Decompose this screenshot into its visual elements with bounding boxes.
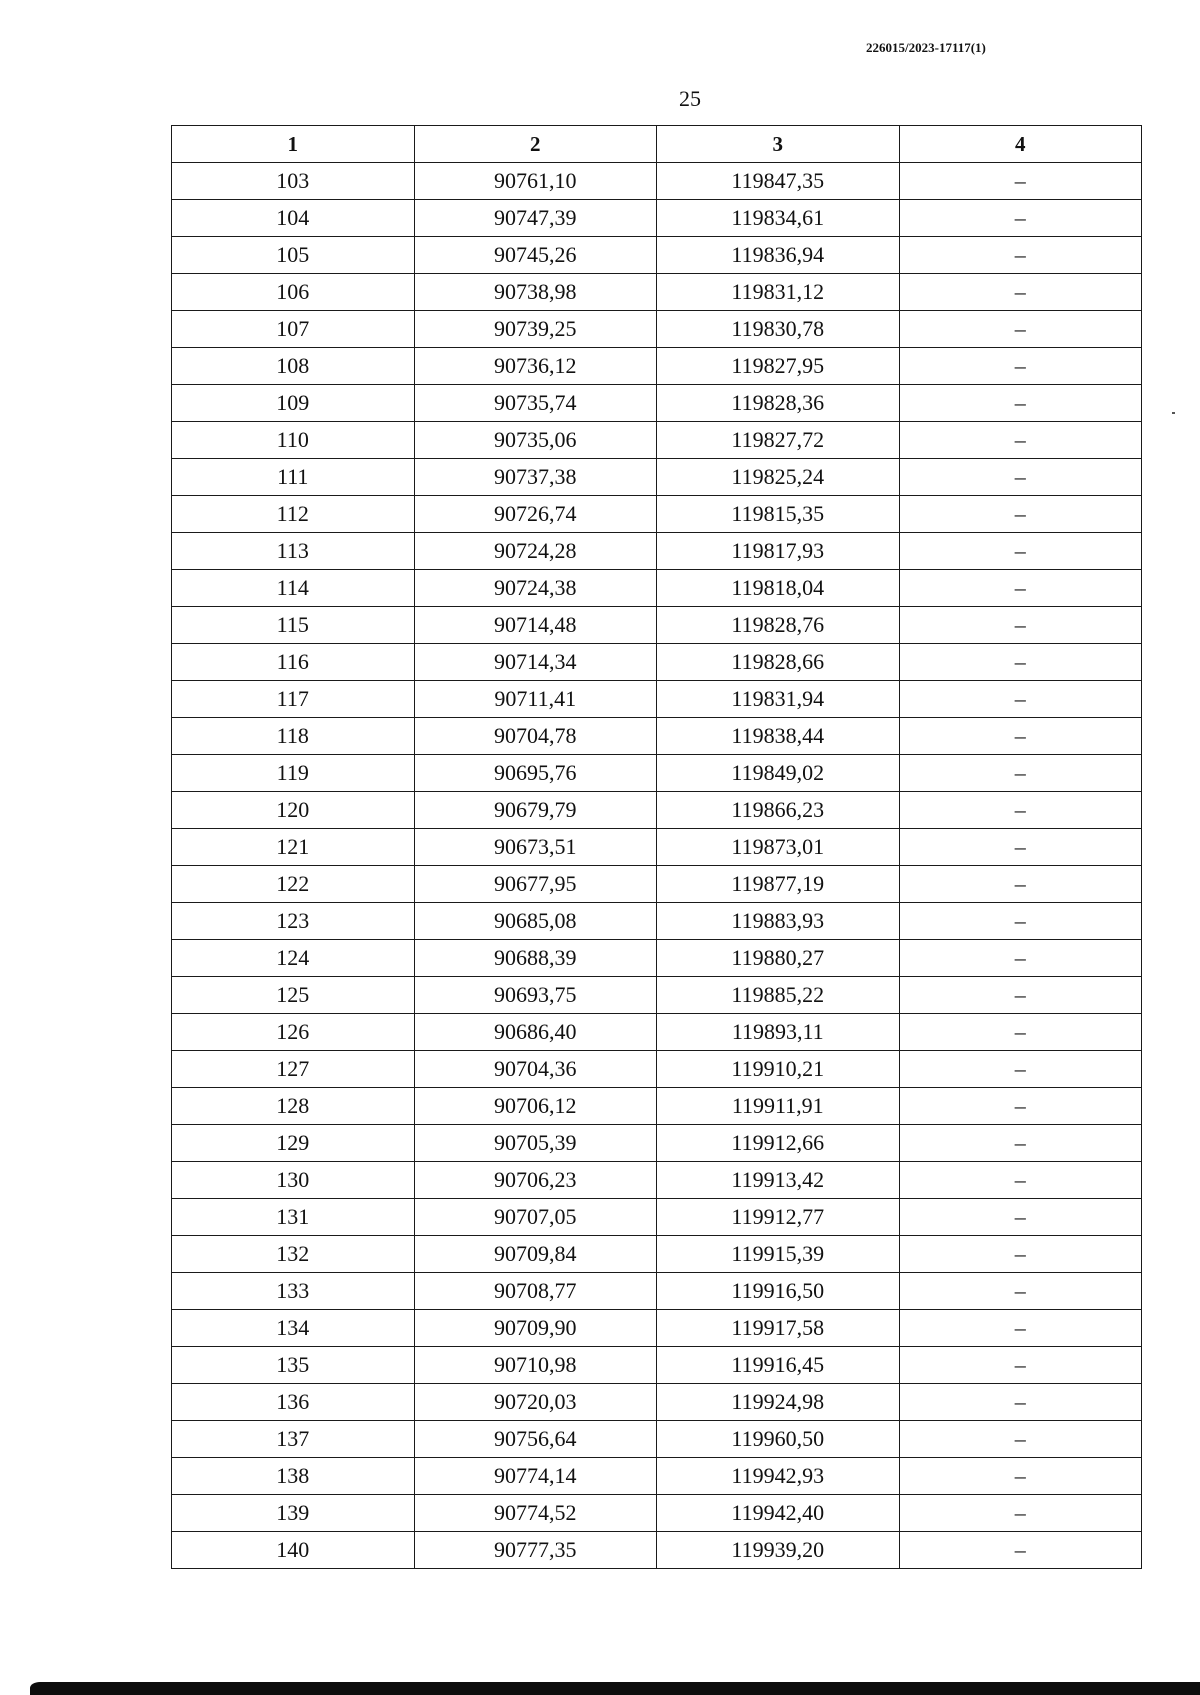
table-row [172, 311, 1142, 348]
column-header-2: 2 [414, 126, 657, 163]
point-number-cell: 107 [172, 311, 415, 348]
note-cell: – [899, 792, 1142, 829]
x-coordinate-cell: 90747,39 [414, 200, 657, 237]
y-coordinate-cell: 119827,95 [657, 348, 900, 385]
y-coordinate-cell: 119915,39 [657, 1236, 900, 1273]
y-coordinate-cell: 119883,93 [657, 903, 900, 940]
x-coordinate-cell: 90756,64 [414, 1421, 657, 1458]
point-number-cell: 129 [172, 1125, 415, 1162]
note-cell: – [899, 237, 1142, 274]
column-header-4: 4 [899, 126, 1142, 163]
x-coordinate-cell: 90679,79 [414, 792, 657, 829]
note-cell: – [899, 1199, 1142, 1236]
note-cell: – [899, 422, 1142, 459]
x-coordinate-cell: 90774,52 [414, 1495, 657, 1532]
y-coordinate-cell: 119916,50 [657, 1273, 900, 1310]
x-coordinate-cell: 90704,78 [414, 718, 657, 755]
note-cell: – [899, 866, 1142, 903]
point-number-cell: 106 [172, 274, 415, 311]
table-row [172, 1162, 1142, 1199]
note-cell: – [899, 1347, 1142, 1384]
note-cell: – [899, 274, 1142, 311]
table-row [172, 718, 1142, 755]
y-coordinate-cell: 119828,76 [657, 607, 900, 644]
note-cell: – [899, 829, 1142, 866]
x-coordinate-cell: 90724,38 [414, 570, 657, 607]
x-coordinate-cell: 90704,36 [414, 1051, 657, 1088]
table-row [172, 1458, 1142, 1495]
table-row [172, 792, 1142, 829]
note-cell: – [899, 1532, 1142, 1569]
table-row [172, 1273, 1142, 1310]
x-coordinate-cell: 90724,28 [414, 533, 657, 570]
point-number-cell: 119 [172, 755, 415, 792]
note-cell: – [899, 1088, 1142, 1125]
point-number-cell: 132 [172, 1236, 415, 1273]
scan-speck [1172, 412, 1175, 414]
table-row [172, 237, 1142, 274]
x-coordinate-cell: 90736,12 [414, 348, 657, 385]
point-number-cell: 111 [172, 459, 415, 496]
note-cell: – [899, 348, 1142, 385]
column-header-1: 1 [172, 126, 415, 163]
point-number-cell: 115 [172, 607, 415, 644]
table-row [172, 274, 1142, 311]
y-coordinate-cell: 119880,27 [657, 940, 900, 977]
table-row [172, 940, 1142, 977]
table-row [172, 1310, 1142, 1347]
table-row [172, 1088, 1142, 1125]
y-coordinate-cell: 119815,35 [657, 496, 900, 533]
table-row [172, 200, 1142, 237]
table-row [172, 1051, 1142, 1088]
y-coordinate-cell: 119960,50 [657, 1421, 900, 1458]
table-row [172, 1199, 1142, 1236]
note-cell: – [899, 1384, 1142, 1421]
point-number-cell: 114 [172, 570, 415, 607]
point-number-cell: 134 [172, 1310, 415, 1347]
point-number-cell: 135 [172, 1347, 415, 1384]
point-number-cell: 108 [172, 348, 415, 385]
note-cell: – [899, 607, 1142, 644]
x-coordinate-cell: 90685,08 [414, 903, 657, 940]
y-coordinate-cell: 119828,36 [657, 385, 900, 422]
note-cell: – [899, 163, 1142, 200]
point-number-cell: 137 [172, 1421, 415, 1458]
note-cell: – [899, 1014, 1142, 1051]
y-coordinate-cell: 119849,02 [657, 755, 900, 792]
y-coordinate-cell: 119831,94 [657, 681, 900, 718]
page-number: 25 [679, 86, 701, 111]
y-coordinate-cell: 119827,72 [657, 422, 900, 459]
header-row [172, 126, 1142, 163]
note-cell: – [899, 496, 1142, 533]
x-coordinate-cell: 90774,14 [414, 1458, 657, 1495]
point-number-cell: 112 [172, 496, 415, 533]
note-cell: – [899, 200, 1142, 237]
note-cell: – [899, 533, 1142, 570]
y-coordinate-cell: 119828,66 [657, 644, 900, 681]
y-coordinate-cell: 119847,35 [657, 163, 900, 200]
x-coordinate-cell: 90735,06 [414, 422, 657, 459]
y-coordinate-cell: 119893,11 [657, 1014, 900, 1051]
y-coordinate-cell: 119912,77 [657, 1199, 900, 1236]
note-cell: – [899, 1310, 1142, 1347]
x-coordinate-cell: 90710,98 [414, 1347, 657, 1384]
point-number-cell: 103 [172, 163, 415, 200]
y-coordinate-cell: 119830,78 [657, 311, 900, 348]
note-cell: – [899, 385, 1142, 422]
x-coordinate-cell: 90737,38 [414, 459, 657, 496]
table-row [172, 533, 1142, 570]
y-coordinate-cell: 119913,42 [657, 1162, 900, 1199]
point-number-cell: 130 [172, 1162, 415, 1199]
x-coordinate-cell: 90706,12 [414, 1088, 657, 1125]
x-coordinate-cell: 90673,51 [414, 829, 657, 866]
table-row [172, 459, 1142, 496]
x-coordinate-cell: 90711,41 [414, 681, 657, 718]
table-row [172, 681, 1142, 718]
y-coordinate-cell: 119818,04 [657, 570, 900, 607]
y-coordinate-cell: 119912,66 [657, 1125, 900, 1162]
x-coordinate-cell: 90709,90 [414, 1310, 657, 1347]
note-cell: – [899, 1273, 1142, 1310]
point-number-cell: 113 [172, 533, 415, 570]
x-coordinate-cell: 90706,23 [414, 1162, 657, 1199]
y-coordinate-cell: 119838,44 [657, 718, 900, 755]
point-number-cell: 118 [172, 718, 415, 755]
note-cell: – [899, 977, 1142, 1014]
y-coordinate-cell: 119817,93 [657, 533, 900, 570]
table-row [172, 829, 1142, 866]
y-coordinate-cell: 119885,22 [657, 977, 900, 1014]
note-cell: – [899, 1125, 1142, 1162]
table-row [172, 1014, 1142, 1051]
note-cell: – [899, 755, 1142, 792]
table-row [172, 496, 1142, 533]
x-coordinate-cell: 90738,98 [414, 274, 657, 311]
table-row [172, 866, 1142, 903]
note-cell: – [899, 1236, 1142, 1273]
y-coordinate-cell: 119916,45 [657, 1347, 900, 1384]
point-number-cell: 116 [172, 644, 415, 681]
table-row [172, 903, 1142, 940]
note-cell: – [899, 1051, 1142, 1088]
table-row [172, 977, 1142, 1014]
y-coordinate-cell: 119873,01 [657, 829, 900, 866]
point-number-cell: 136 [172, 1384, 415, 1421]
x-coordinate-cell: 90708,77 [414, 1273, 657, 1310]
x-coordinate-cell: 90714,48 [414, 607, 657, 644]
point-number-cell: 133 [172, 1273, 415, 1310]
point-number-cell: 120 [172, 792, 415, 829]
point-number-cell: 104 [172, 200, 415, 237]
table-row [172, 422, 1142, 459]
point-number-cell: 127 [172, 1051, 415, 1088]
point-number-cell: 105 [172, 237, 415, 274]
note-cell: – [899, 644, 1142, 681]
point-number-cell: 121 [172, 829, 415, 866]
point-number-cell: 126 [172, 1014, 415, 1051]
y-coordinate-cell: 119910,21 [657, 1051, 900, 1088]
y-coordinate-cell: 119877,19 [657, 866, 900, 903]
table-row [172, 1347, 1142, 1384]
table-row [172, 1236, 1142, 1273]
y-coordinate-cell: 119836,94 [657, 237, 900, 274]
table-row [172, 348, 1142, 385]
point-number-cell: 110 [172, 422, 415, 459]
table-header [172, 126, 1142, 163]
table-row [172, 1495, 1142, 1532]
table-row [172, 385, 1142, 422]
y-coordinate-cell: 119942,40 [657, 1495, 900, 1532]
note-cell: – [899, 903, 1142, 940]
x-coordinate-cell: 90761,10 [414, 163, 657, 200]
table-row [172, 607, 1142, 644]
point-number-cell: 139 [172, 1495, 415, 1532]
document-id: 226015/2023-17117(1) [866, 40, 986, 55]
x-coordinate-cell: 90726,74 [414, 496, 657, 533]
coordinates-table [171, 125, 1142, 1569]
table-row [172, 163, 1142, 200]
x-coordinate-cell: 90777,35 [414, 1532, 657, 1569]
point-number-cell: 122 [172, 866, 415, 903]
x-coordinate-cell: 90720,03 [414, 1384, 657, 1421]
point-number-cell: 117 [172, 681, 415, 718]
y-coordinate-cell: 119911,91 [657, 1088, 900, 1125]
y-coordinate-cell: 119831,12 [657, 274, 900, 311]
x-coordinate-cell: 90745,26 [414, 237, 657, 274]
note-cell: – [899, 718, 1142, 755]
x-coordinate-cell: 90686,40 [414, 1014, 657, 1051]
x-coordinate-cell: 90739,25 [414, 311, 657, 348]
y-coordinate-cell: 119939,20 [657, 1532, 900, 1569]
point-number-cell: 125 [172, 977, 415, 1014]
x-coordinate-cell: 90707,05 [414, 1199, 657, 1236]
y-coordinate-cell: 119825,24 [657, 459, 900, 496]
point-number-cell: 109 [172, 385, 415, 422]
x-coordinate-cell: 90677,95 [414, 866, 657, 903]
y-coordinate-cell: 119924,98 [657, 1384, 900, 1421]
y-coordinate-cell: 119834,61 [657, 200, 900, 237]
note-cell: – [899, 311, 1142, 348]
scan-edge-bar [30, 1682, 1200, 1695]
note-cell: – [899, 1495, 1142, 1532]
table-body [172, 163, 1142, 1569]
x-coordinate-cell: 90693,75 [414, 977, 657, 1014]
table-row [172, 1421, 1142, 1458]
x-coordinate-cell: 90709,84 [414, 1236, 657, 1273]
table-row [172, 1384, 1142, 1421]
x-coordinate-cell: 90695,76 [414, 755, 657, 792]
note-cell: – [899, 940, 1142, 977]
x-coordinate-cell: 90688,39 [414, 940, 657, 977]
table-row [172, 570, 1142, 607]
column-header-3: 3 [657, 126, 900, 163]
table-row [172, 755, 1142, 792]
y-coordinate-cell: 119866,23 [657, 792, 900, 829]
note-cell: – [899, 1421, 1142, 1458]
point-number-cell: 123 [172, 903, 415, 940]
y-coordinate-cell: 119942,93 [657, 1458, 900, 1495]
note-cell: – [899, 459, 1142, 496]
table-row [172, 1532, 1142, 1569]
x-coordinate-cell: 90714,34 [414, 644, 657, 681]
note-cell: – [899, 1162, 1142, 1199]
point-number-cell: 131 [172, 1199, 415, 1236]
note-cell: – [899, 570, 1142, 607]
point-number-cell: 124 [172, 940, 415, 977]
point-number-cell: 140 [172, 1532, 415, 1569]
note-cell: – [899, 681, 1142, 718]
x-coordinate-cell: 90705,39 [414, 1125, 657, 1162]
point-number-cell: 128 [172, 1088, 415, 1125]
table-row [172, 644, 1142, 681]
y-coordinate-cell: 119917,58 [657, 1310, 900, 1347]
note-cell: – [899, 1458, 1142, 1495]
x-coordinate-cell: 90735,74 [414, 385, 657, 422]
point-number-cell: 138 [172, 1458, 415, 1495]
table-row [172, 1125, 1142, 1162]
